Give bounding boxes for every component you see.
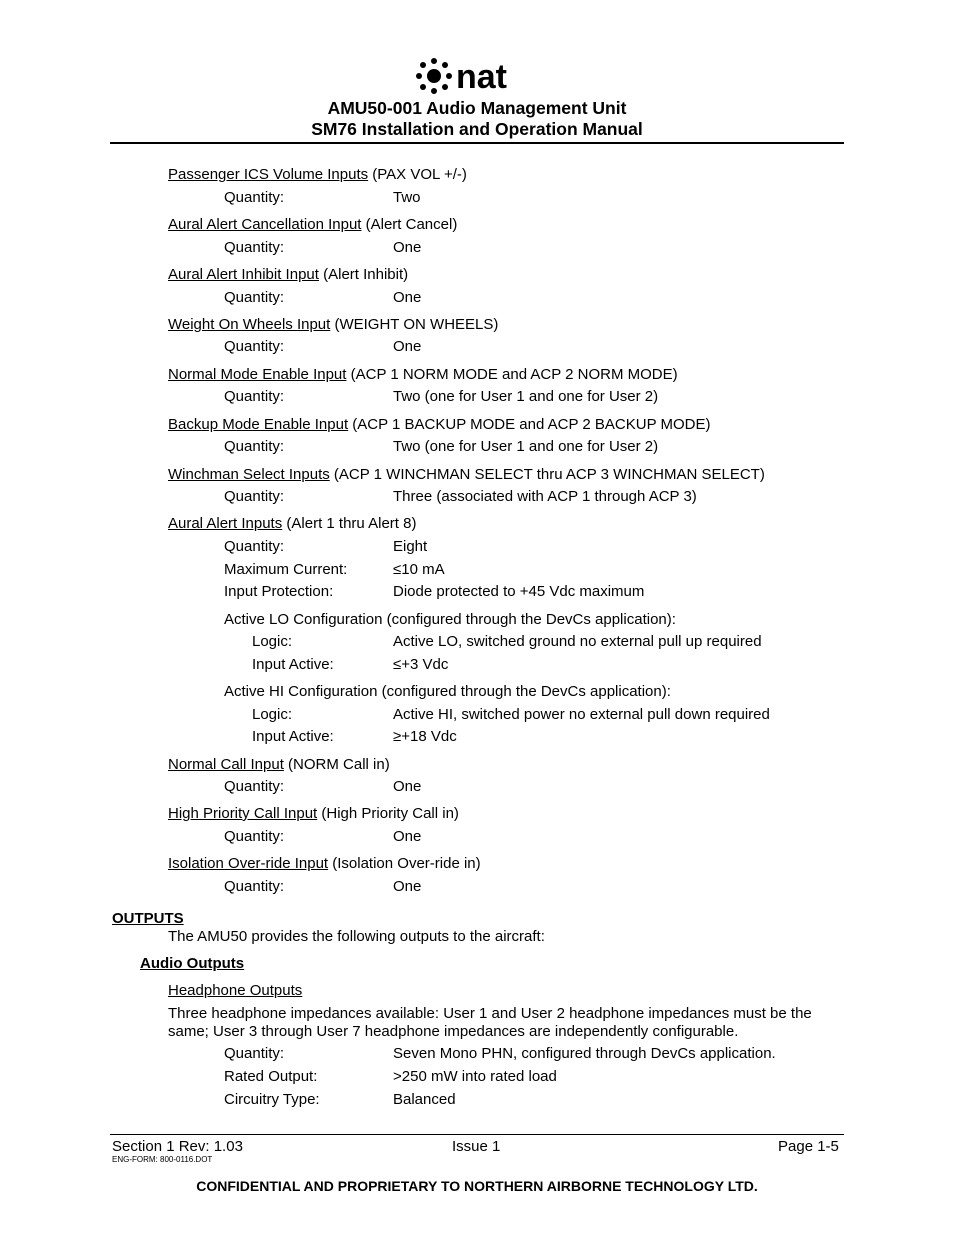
spec-value: Three (associated with ACP 1 through ACP 3) xyxy=(393,488,697,505)
spec-label: Quantity: xyxy=(224,289,285,306)
spec-value: One xyxy=(393,878,422,895)
footer-rule xyxy=(110,1134,844,1135)
spec-value: Diode protected to +45 Vdc maximum xyxy=(393,583,645,600)
spec-label: Quantity: xyxy=(224,338,285,355)
spec-label: Quantity: xyxy=(224,878,285,895)
footer-page: Page 1-5 xyxy=(778,1138,839,1155)
spec-label: Quantity: xyxy=(224,189,285,206)
spec-label: Input Active: xyxy=(252,656,334,673)
spec-value: One xyxy=(393,239,422,256)
spec-value: ≤+3 Vdc xyxy=(393,656,449,673)
spec-label: Quantity: xyxy=(224,488,285,505)
nat-logo xyxy=(414,56,544,96)
spec-label: Logic: xyxy=(252,633,293,650)
spec-value: Active LO, switched ground no external pull up required xyxy=(393,633,762,650)
alert-cancel-heading: Aural Alert Cancellation Input (Alert Cancel) xyxy=(168,216,458,233)
spec-label: Input Active: xyxy=(252,728,334,745)
winchman-heading: Winchman Select Inputs (ACP 1 WINCHMAN SELECT thru ACP 3 WINCHMAN SELECT) xyxy=(168,466,765,483)
spec-value: One xyxy=(393,289,422,306)
hi-config-heading: Active HI Configuration (configured through the DevCs application): xyxy=(224,683,671,700)
spec-label: Quantity: xyxy=(224,828,285,845)
spec-value: Active HI, switched power no external pull down required xyxy=(393,706,770,723)
outputs-intro: The AMU50 provides the following outputs to the aircraft: xyxy=(168,928,545,945)
spec-value: >250 mW into rated load xyxy=(393,1068,557,1085)
isolation-heading: Isolation Over-ride Input (Isolation Over-ride in) xyxy=(168,855,481,872)
spec-label: Logic: xyxy=(252,706,293,723)
header-rule xyxy=(110,142,844,144)
spec-label: Quantity: xyxy=(224,778,285,795)
aural-alert-heading: Aural Alert Inputs (Alert 1 thru Alert 8) xyxy=(168,515,417,532)
spec-value: Eight xyxy=(393,538,428,555)
logo-text: nat xyxy=(456,58,507,96)
spec-value: Two xyxy=(393,189,421,206)
pax-vol-heading: Passenger ICS Volume Inputs (PAX VOL +/-) xyxy=(168,166,467,183)
headphone-desc-line: Three headphone impedances available: User 1 and User 2 headphone impedances must be the xyxy=(168,1005,812,1022)
spec-value: Two (one for User 1 and one for User 2) xyxy=(393,388,659,405)
headphone-outputs-heading: Headphone Outputs xyxy=(168,982,303,999)
spec-value: ≥+18 Vdc xyxy=(393,728,457,745)
footer-issue: Issue 1 xyxy=(452,1138,501,1155)
spec-label: Circuitry Type: xyxy=(224,1091,320,1108)
doc-title: AMU50-001 Audio Management Unit xyxy=(327,98,627,118)
spec-value: Two (one for User 1 and one for User 2) xyxy=(393,438,659,455)
nat-star-icon xyxy=(414,56,544,96)
spec-value: Seven Mono PHN, configured through DevCs application. xyxy=(393,1045,776,1062)
spec-value: One xyxy=(393,778,422,795)
wow-heading: Weight On Wheels Input (WEIGHT ON WHEELS) xyxy=(168,316,499,333)
footer-section: Section 1 Rev: 1.03 xyxy=(112,1138,243,1155)
footer-confidential: CONFIDENTIAL AND PROPRIETARY TO NORTHERN AIRBORNE TECHNOLOGY LTD. xyxy=(196,1178,758,1194)
norm-call-heading: Normal Call Input (NORM Call in) xyxy=(168,756,390,773)
spec-label: Quantity: xyxy=(224,239,285,256)
spec-label: Maximum Current: xyxy=(224,561,348,578)
outputs-heading: OUTPUTS xyxy=(112,910,184,927)
footer-form: ENG-FORM: 800-0116.DOT xyxy=(112,1155,213,1164)
audio-outputs-heading: Audio Outputs xyxy=(140,955,245,972)
spec-value: One xyxy=(393,338,422,355)
spec-value: One xyxy=(393,828,422,845)
backup-mode-heading: Backup Mode Enable Input (ACP 1 BACKUP MODE and ACP 2 BACKUP MODE) xyxy=(168,416,711,433)
alert-inhibit-heading: Aural Alert Inhibit Input (Alert Inhibit) xyxy=(168,266,409,283)
spec-value: ≤10 mA xyxy=(393,561,445,578)
spec-label: Quantity: xyxy=(224,1045,285,1062)
spec-label: Input Protection: xyxy=(224,583,334,600)
high-call-heading: High Priority Call Input (High Priority Call in) xyxy=(168,805,459,822)
spec-label: Quantity: xyxy=(224,538,285,555)
headphone-desc-line: same; User 3 through User 7 headphone impedances are independently configurable. xyxy=(168,1023,739,1040)
norm-mode-heading: Normal Mode Enable Input (ACP 1 NORM MODE and ACP 2 NORM MODE) xyxy=(168,366,678,383)
lo-config-heading: Active LO Configuration (configured through the DevCs application): xyxy=(224,611,676,628)
spec-label: Rated Output: xyxy=(224,1068,318,1085)
spec-label: Quantity: xyxy=(224,388,285,405)
spec-value: Balanced xyxy=(393,1091,456,1108)
doc-subtitle: SM76 Installation and Operation Manual xyxy=(311,119,643,139)
spec-label: Quantity: xyxy=(224,438,285,455)
